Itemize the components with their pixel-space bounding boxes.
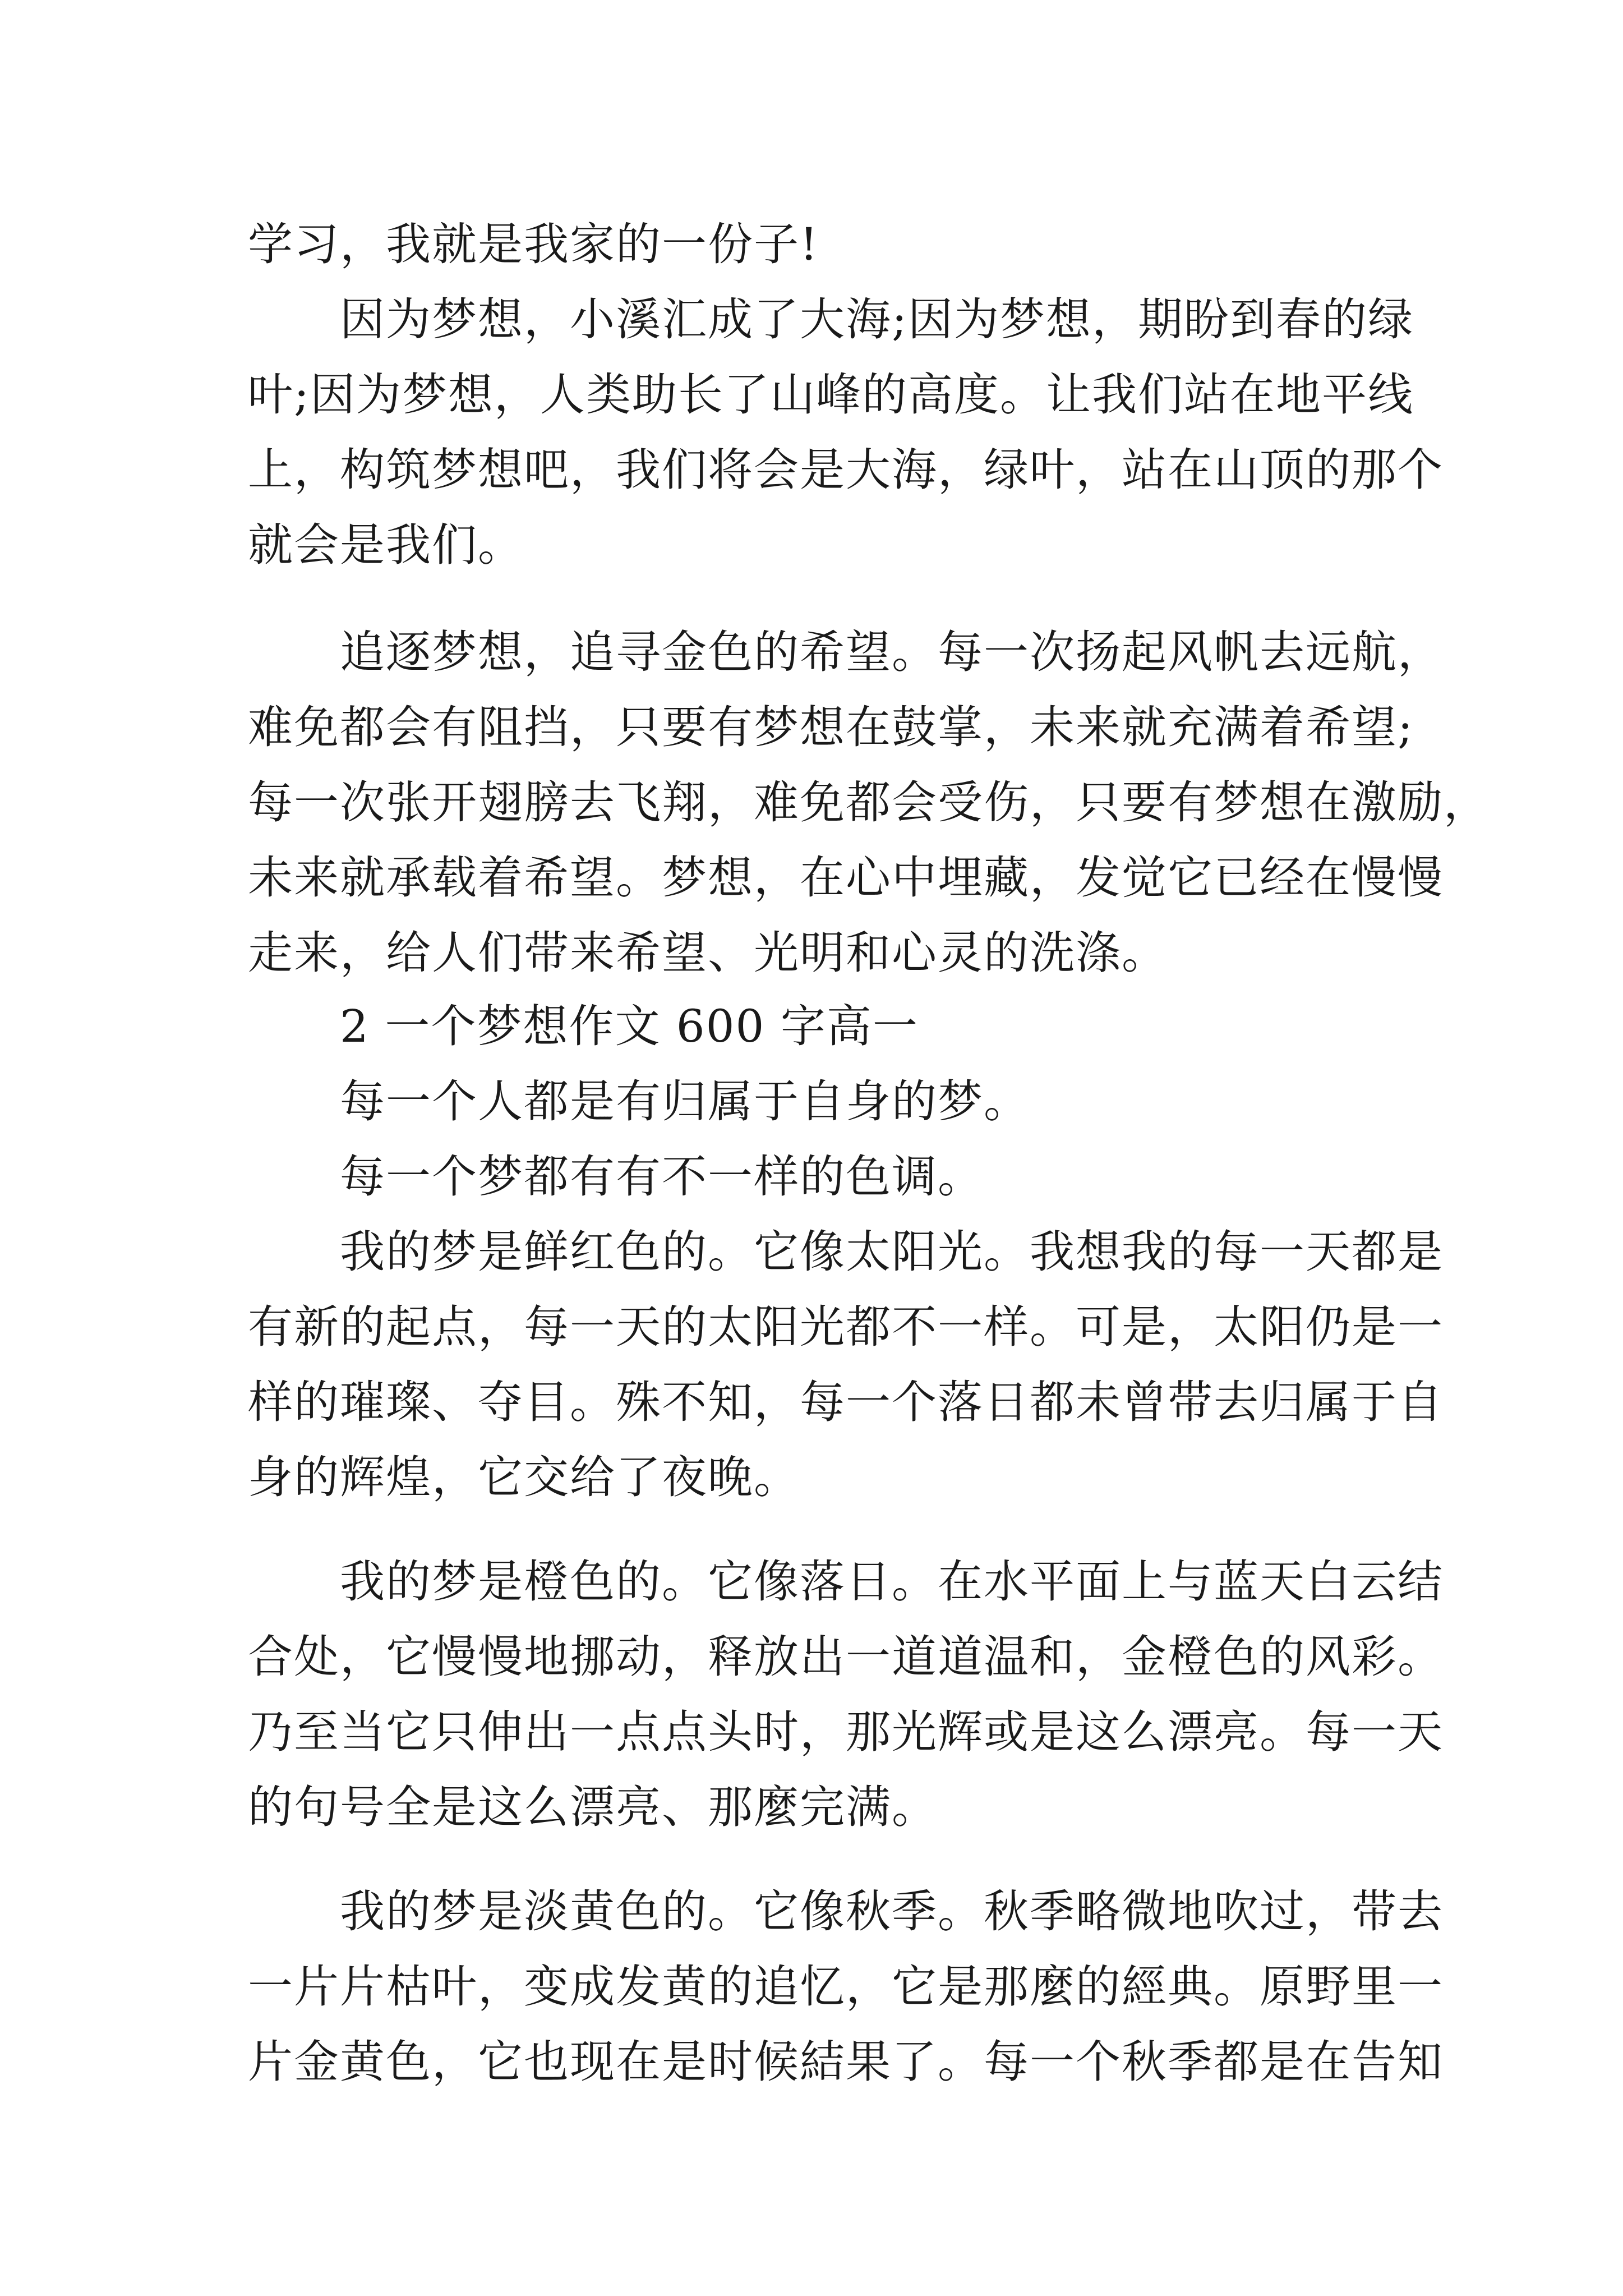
- text-line: 乃至当它只伸出一点点头时，那光辉或是这么漂亮。每一天: [248, 1706, 1444, 1758]
- paragraph-start-line: 追逐梦想，追寻金色的希望。每一次扬起风帆去远航，: [340, 626, 1444, 678]
- paragraph-start-line: 我的梦是橙色的。它像落日。在水平面上与蓝天白云结: [340, 1556, 1444, 1608]
- text-line: 未来就承载着希望。梦想，在心中埋藏，发觉它已经在慢慢: [248, 852, 1444, 904]
- text-line: 有新的起点，每一天的太阳光都不一样。可是，太阳仍是一: [248, 1301, 1444, 1353]
- paragraph-start-line: 每一个人都是有归属于自身的梦。: [340, 1075, 1030, 1128]
- paragraph-start-line: 我的梦是鲜红色的。它像太阳光。我想我的每一天都是: [340, 1226, 1444, 1278]
- text-line: 片金黄色，它也现在是时候結果了。每一个秋季都是在告知: [248, 2036, 1444, 2088]
- text-line: 走来，给人们带来希望、光明和心灵的洗涤。: [248, 927, 1168, 979]
- paragraph-start-line: 因为梦想，小溪汇成了大海;因为梦想，期盼到春的绿: [340, 293, 1414, 346]
- text-line: 样的璀璨、夺目。殊不知，每一个落日都未曾带去归属于自: [248, 1376, 1444, 1428]
- text-line: 身的辉煌，它交给了夜晚。: [248, 1451, 800, 1503]
- text-line: 叶;因为梦想，人类助长了山峰的高度。让我们站在地平线: [248, 369, 1414, 421]
- text-line: 一片片枯叶，变成发黄的追忆，它是那麼的經典。原野里一: [248, 1961, 1444, 2013]
- text-line: 就会是我们。: [248, 519, 524, 571]
- text-line: 学习，我就是我家的一份子!: [248, 218, 819, 270]
- paragraph-start-line: 我的梦是淡黄色的。它像秋季。秋季略微地吹过，带去: [340, 1885, 1444, 1938]
- text-line: 每一次张开翅膀去飞翔，难免都会受伤，只要有梦想在激励，: [248, 776, 1490, 829]
- text-line: 的句号全是这么漂亮、那麼完满。: [248, 1781, 938, 1833]
- text-line: 上，构筑梦想吧，我们将会是大海，绿叶，站在山顶的那个: [248, 444, 1444, 496]
- section-heading: 2 一个梦想作文 600 字高一: [340, 1000, 919, 1052]
- paragraph-start-line: 每一个梦都有有不一样的色调。: [340, 1151, 984, 1203]
- text-line: 难免都会有阻挡，只要有梦想在鼓掌，未来就充满着希望;: [248, 701, 1414, 753]
- text-line: 合处，它慢慢地挪动，释放出一道道温和，金橙色的风彩。: [248, 1631, 1444, 1683]
